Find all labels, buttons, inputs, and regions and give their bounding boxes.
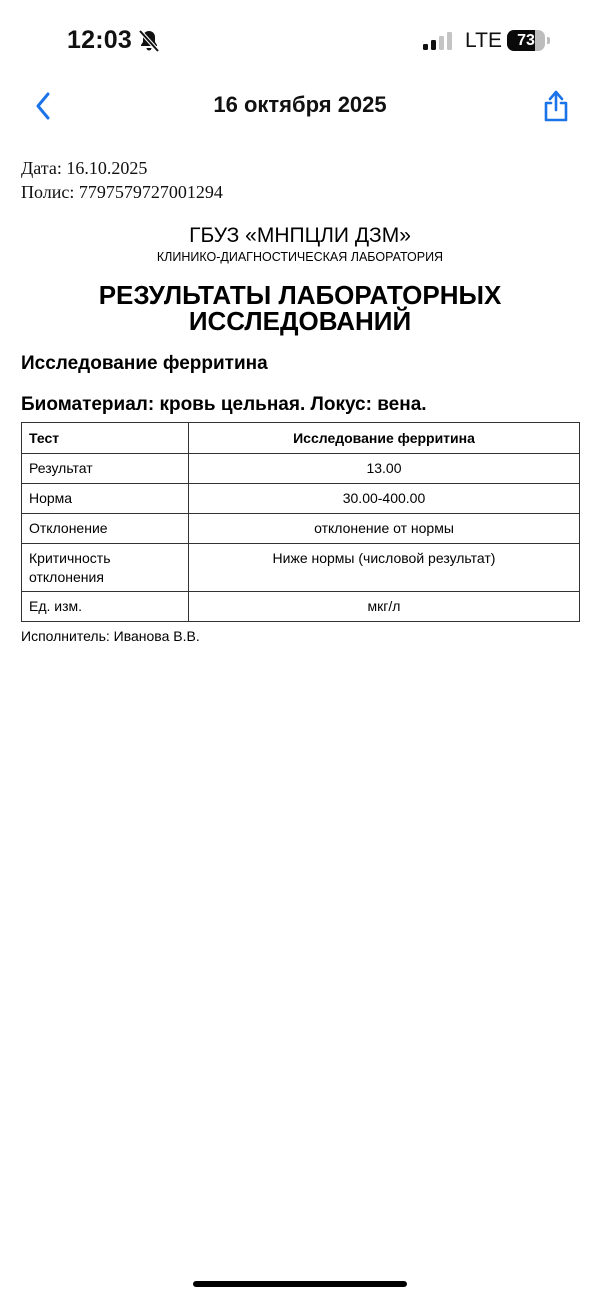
table-row	[22, 484, 580, 514]
table-row	[22, 544, 580, 592]
row-label: Критичность отклонения	[22, 544, 189, 592]
row-value: Ниже нормы (числовой результат)	[189, 544, 580, 592]
bell-slash-icon	[138, 29, 160, 53]
status-bar	[0, 0, 600, 80]
row-label: Результат	[22, 454, 189, 484]
row-value: 13.00	[189, 454, 580, 484]
date-line: Дата: 16.10.2025	[21, 158, 148, 178]
battery-percent: 73	[517, 32, 535, 49]
page-title: 16 октября 2025	[213, 92, 387, 117]
study-name: Исследование ферритина	[21, 353, 268, 374]
table-row	[22, 514, 580, 544]
status-time: 12:03	[67, 26, 132, 54]
share-icon[interactable]	[540, 88, 572, 124]
performer-line: Исполнитель: Иванова В.В.	[21, 628, 200, 644]
row-label: Отклонение	[22, 514, 189, 544]
row-label: Норма	[22, 484, 189, 514]
row-value: 30.00-400.00	[189, 484, 580, 514]
table-header-row	[22, 423, 580, 454]
home-indicator[interactable]	[193, 1281, 407, 1287]
doc-title-line1: РЕЗУЛЬТАТЫ ЛАБОРАТОРНЫХ	[98, 280, 502, 310]
table-header: Исследование ферритина	[189, 423, 580, 454]
cellular-signal-icon	[422, 31, 456, 51]
policy-line: Полис: 7797579727001294	[21, 182, 223, 202]
table-header: Тест	[22, 423, 189, 454]
row-value: отклонение от нормы	[189, 514, 580, 544]
table-row	[22, 592, 580, 622]
network-type: LTE	[465, 29, 502, 52]
results-table	[21, 422, 580, 622]
biomaterial-line: Биоматериал: кровь цельная. Локус: вена.	[21, 394, 427, 415]
org-name: ГБУЗ «МНПЦЛИ ДЗМ»	[189, 224, 411, 247]
row-label: Ед. изм.	[22, 592, 189, 622]
battery-icon	[507, 30, 551, 51]
org-subtitle: КЛИНИКО-ДИАГНОСТИЧЕСКАЯ ЛАБОРАТОРИЯ	[156, 250, 444, 264]
table-row	[22, 454, 580, 484]
nav-bar	[0, 80, 600, 132]
row-value: мкг/л	[189, 592, 580, 622]
doc-title-line2: ИССЛЕДОВАНИЙ	[188, 306, 412, 336]
